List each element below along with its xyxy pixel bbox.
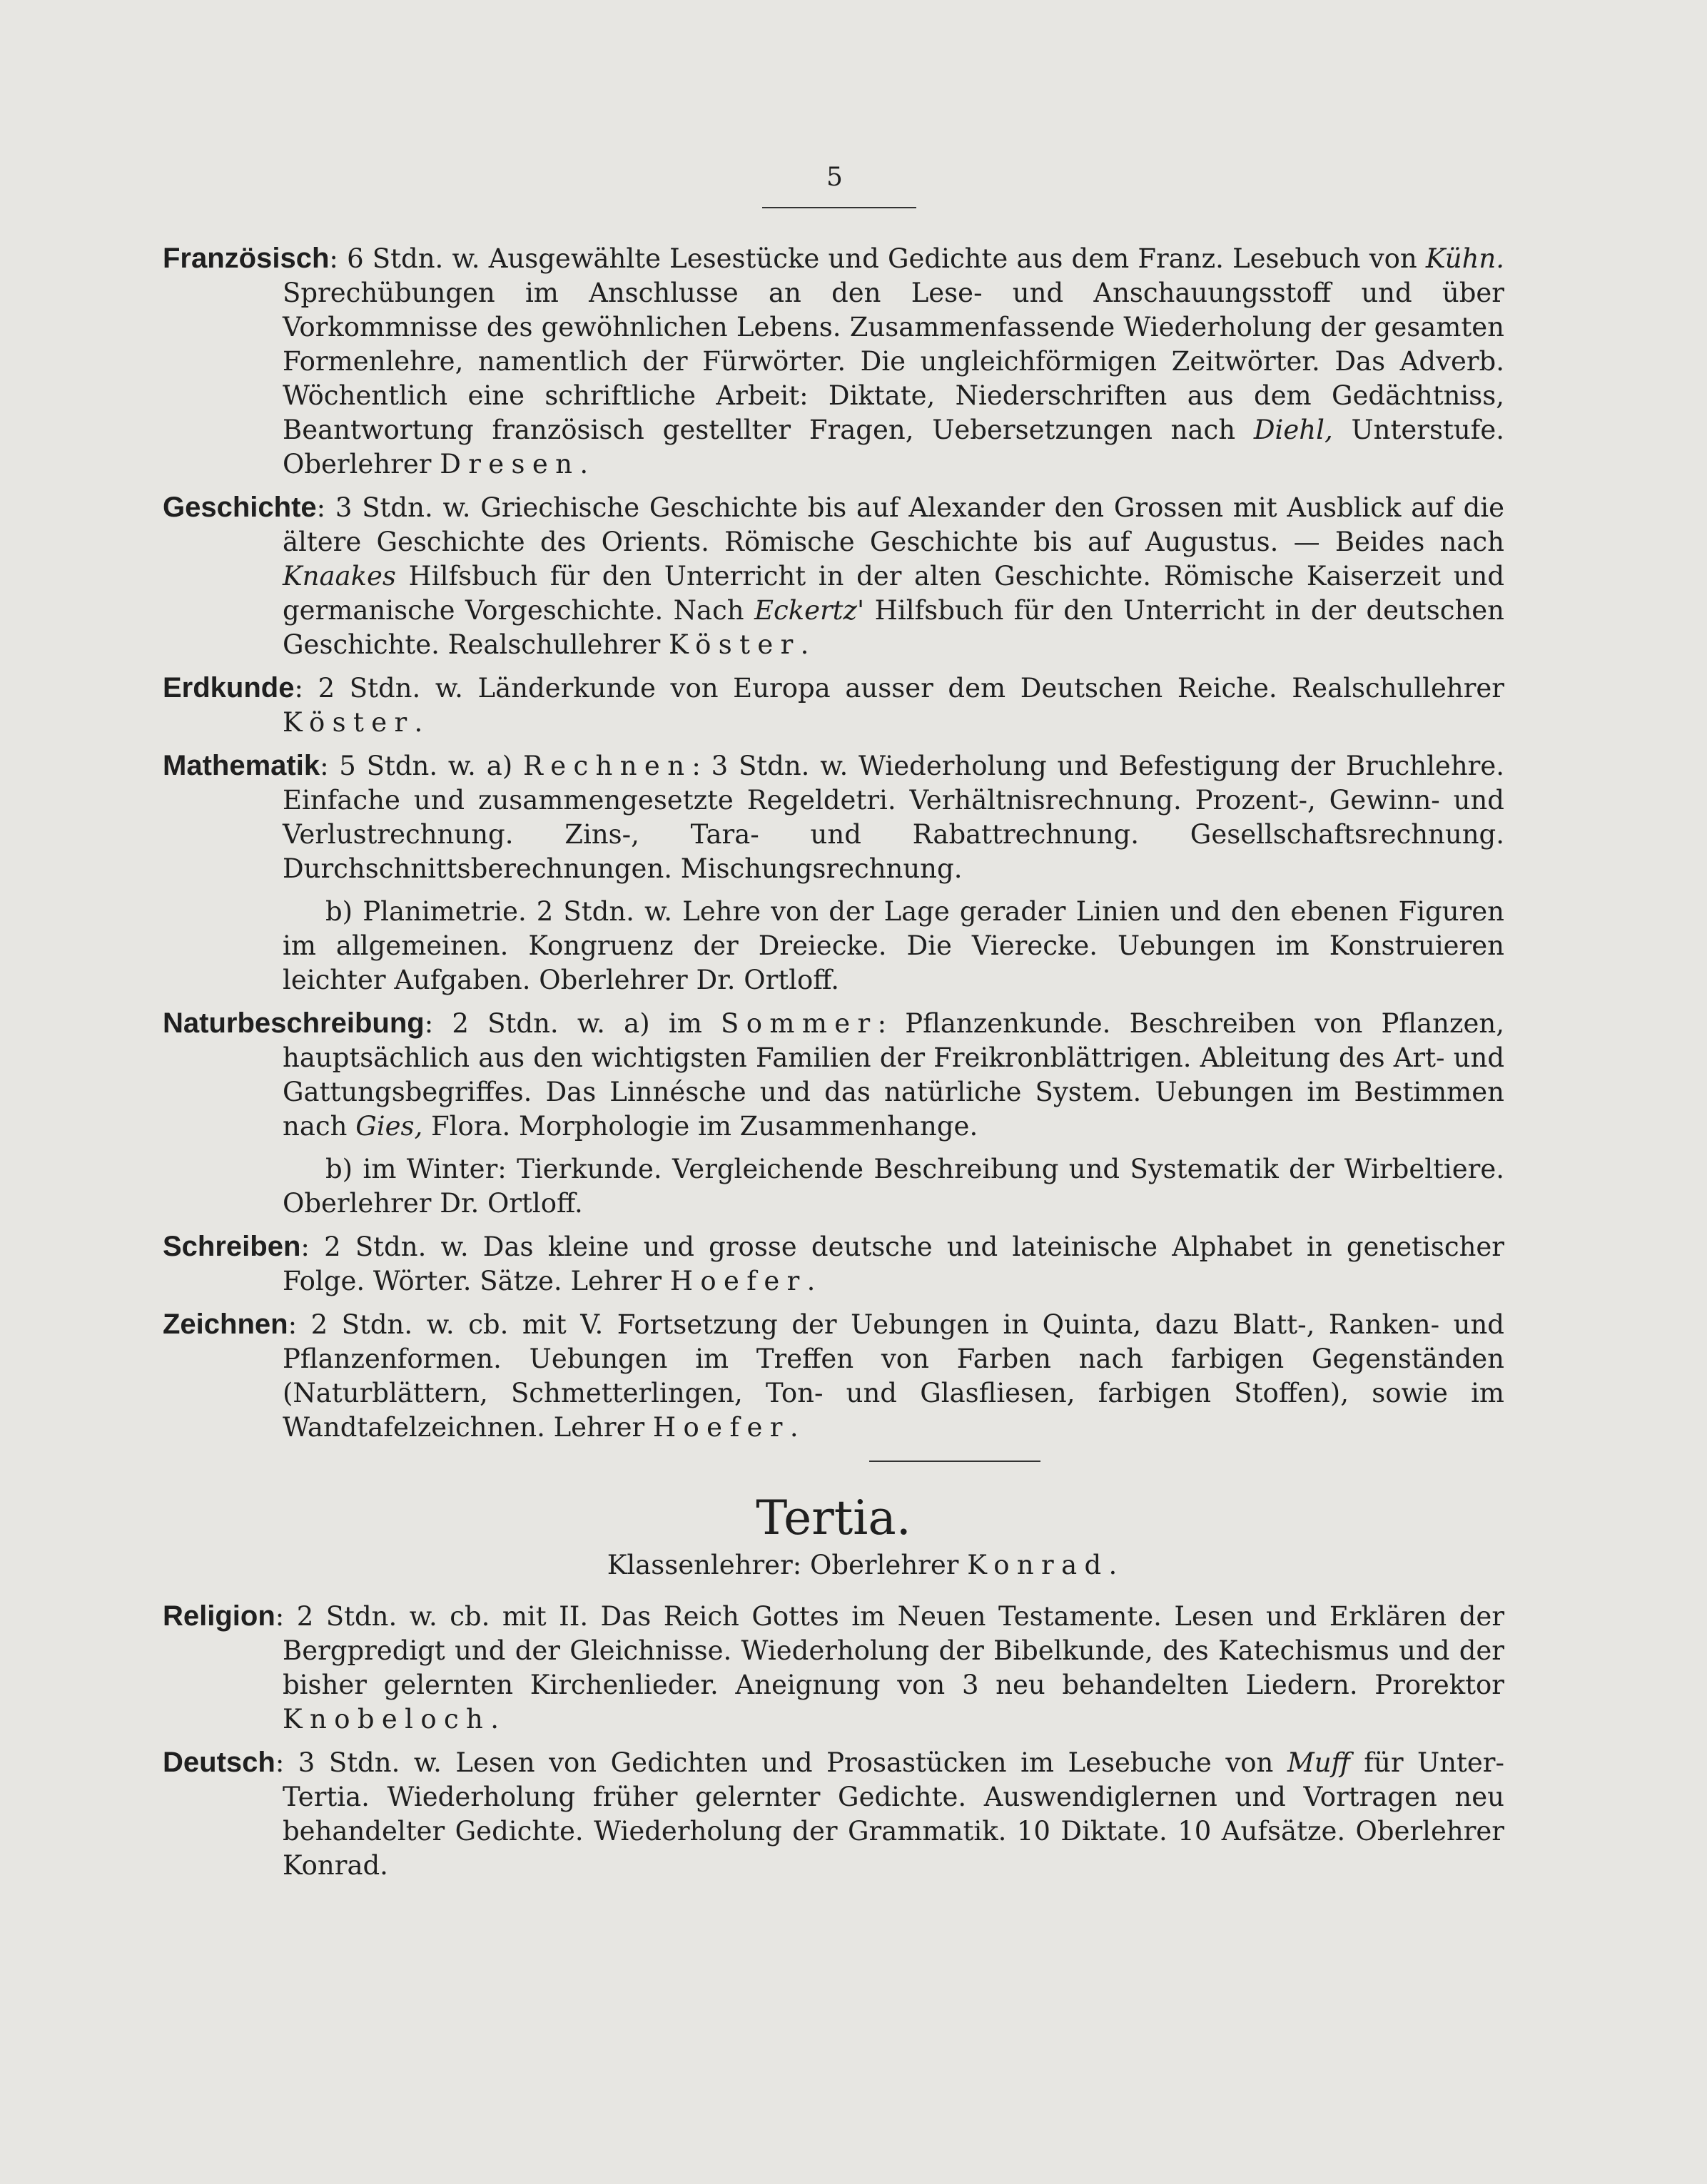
paragraph-schreiben [163, 1229, 1504, 1299]
naturbeschreibung-italic-run: Gies, [355, 1111, 423, 1142]
paragraph-erdkunde [163, 671, 1504, 740]
class-teacher-suffix: . [1108, 1550, 1118, 1580]
erdkunde-text-run: : 2 Stdn. w. Länderkunde von Europa ausser dem Deutschen Reiche. Realschullehrer [294, 673, 1504, 704]
curriculum-part-2 [163, 1599, 1504, 1883]
geschichte-text-run: Hilfsbuch für den Unterricht in der alten Geschichte. Römische Kaiserzeit und germanische Vorgeschichte. Nach [283, 561, 1504, 626]
franzosisch-italic-run: Diehl, [1253, 415, 1333, 445]
paragraph-naturbeschreibung [163, 1006, 1504, 1144]
geschichte-text-run: Hilfsbuch für den Unterricht in der deutschen Geschichte. Realschullehrer [283, 595, 1504, 660]
class-teacher-line [220, 1550, 1504, 1580]
section-rule [869, 1461, 1040, 1462]
zeichnen-text-run: : 2 Stdn. w. cb. mit V. Fortsetzung der Uebungen in Quinta, dazu Blatt-, Ranken- und Pflanzenformen. Uebungen im Treffen von Farben nach farbigen Gegenständen (Naturblättern, Schmetterlingen, Ton- und Glasfliesen, farbigen Stoffen), sowie im Wandtafelzeichnen. Lehrer [283, 1309, 1504, 1443]
naturbeschreibung-sub-text-run: . [574, 1188, 583, 1219]
mathematik-text-run: : 5 Stdn. w. a) [320, 751, 523, 781]
page-number: 5 [826, 163, 843, 192]
geschichte-text-run: : 3 Stdn. w. Griechische Geschichte bis auf Alexander den Grossen mit Ausblick auf die ältere Geschichte des Orients. Römische Geschichte bis auf Augustus. — Beides nach [283, 492, 1504, 557]
mathematik-spaced-name: Rechnen [523, 751, 692, 781]
schreiben-text-run: : 2 Stdn. w. Das kleine und grosse deutsche und lateinische Alphabet in genetischer Folge. Wörter. Sätze. Lehrer [283, 1231, 1504, 1296]
geschichte-italic-run: Knaakes [283, 561, 396, 591]
zeichnen-text-run: . [789, 1412, 799, 1443]
subject-heading-zeichnen: Zeichnen [163, 1309, 288, 1340]
paragraph-deutsch [163, 1745, 1504, 1883]
naturbeschreibung-sub-text-run: : Tierkunde. Vergleichende Beschreibung und Systematik der Wirbeltiere. Oberlehrer Dr. [283, 1154, 1504, 1219]
paragraph-franzosisch [163, 241, 1504, 482]
franzosisch-italic-run: Kühn. [1425, 243, 1504, 274]
mathematik-sub-spaced-name: Ortloff [744, 965, 831, 995]
subject-heading-franzosisch: Französisch [163, 243, 330, 274]
class-teacher-name: Konrad [967, 1550, 1109, 1580]
subject-heading-naturbeschreibung: Naturbeschreibung [163, 1007, 425, 1039]
paragraph-geschichte [163, 490, 1504, 662]
franzosisch-text-run: . [579, 449, 589, 479]
schreiben-text-run: . [806, 1266, 816, 1296]
naturbeschreibung-spaced-name: Sommer [721, 1008, 878, 1039]
subject-heading-deutsch: Deutsch [163, 1747, 275, 1778]
geschichte-italic-run: Eckertz' [754, 595, 865, 626]
geschichte-spaced-name: Köster [669, 629, 801, 660]
geschichte-text-run: . [800, 629, 809, 660]
header-rule [762, 207, 916, 208]
mathematik-text-run: : 3 Stdn. w. Wiederholung und Befestigung der Bruchlehre. Einfache und zusammengesetzte Regeldetri. Verhältnisrechnung. Prozent-, Gewinn- und Verlustrechnung. Zins-, Tara- und Rabattrechnung. Gesellschaftsrechnung. Durchschnittsberechnungen. Mischungsrechnung. [283, 751, 1504, 884]
curriculum-part-1 [163, 241, 1504, 1445]
erdkunde-text-run: . [414, 707, 423, 738]
naturbeschreibung-sub-spaced-name: Ortloff [487, 1188, 574, 1219]
subject-heading-geschichte: Geschichte [163, 492, 317, 523]
deutsch-text-run: für Unter-Tertia. Wiederholung früher gelernter Gedichte. Auswendiglernen und Vortragen neu behandelter Gedichte. Wiederholung der Grammatik. 10 Diktate. 10 Aufsätze. Oberlehrer Konrad. [283, 1747, 1504, 1881]
mathematik-sub-text-run: b) [325, 896, 363, 927]
mathematik-sub-spaced-name: Planimetrie [363, 896, 518, 927]
paragraph-religion [163, 1599, 1504, 1737]
religion-text-run: . [490, 1704, 499, 1734]
erdkunde-spaced-name: Köster [283, 707, 415, 738]
paragraph-mathematik [163, 748, 1504, 886]
religion-text-run: : 2 Stdn. w. cb. mit II. Das Reich Gottes im Neuen Testamente. Lesen und Erklären der Bergpredigt und der Gleichnisse. Wiederholung der Bibelkunde, des Katechismus und der bisher gelernten Kirchenlieder. Aneignung von 3 neu behandelten Liedern. Prorektor [275, 1601, 1504, 1700]
naturbeschreibung-sub-spaced-name: Winter [406, 1154, 498, 1184]
class-teacher-prefix: Klassenlehrer: Oberlehrer [607, 1550, 968, 1580]
paragraph-zeichnen [163, 1307, 1504, 1445]
religion-spaced-name: Knobeloch [283, 1704, 491, 1734]
subject-heading-schreiben: Schreiben [163, 1231, 301, 1262]
naturbeschreibung-text-run: : Pflanzenkunde. Beschreiben von Pflanzen, hauptsächlich aus den wichtigsten Familien der Freikronblättrigen. Ableitung des Art- und Gattungsbegriffes. Das Linnésche und das natürliche System. Uebungen im Bestimmen nach [283, 1008, 1504, 1142]
naturbeschreibung-text-run: : 2 Stdn. w. a) im [424, 1008, 721, 1039]
subparagraph-naturbeschreibung [163, 1152, 1504, 1221]
franzosisch-text-run: : 6 Stdn. w. Ausgewählte Lesestücke und Gedichte aus dem Franz. Lesebuch von [329, 243, 1426, 274]
franzosisch-text-run: Sprechübungen im Anschlusse an den Lese- und Anschauungsstoff und über Vorkommnisse des gewöhnlichen Lebens. Zusammenfassende Wiederholung der gesamten Formenlehre, namentlich der Fürwörter. Die ungleichförmigen Zeitwörter. Das Adverb. Wöchentlich eine schriftliche Arbeit: Diktate, Niederschriften aus dem Gedächtniss, Beantwortung französisch gestellter Fragen, Uebersetzungen nach [283, 278, 1504, 445]
deutsch-text-run: : 3 Stdn. w. Lesen von Gedichten und Prosastücken im Lesebuche von [275, 1747, 1287, 1778]
subparagraph-mathematik [163, 895, 1504, 997]
subject-heading-religion: Religion [163, 1600, 275, 1632]
zeichnen-spaced-name: Hoefer [652, 1412, 790, 1443]
page-content [163, 241, 1504, 1891]
deutsch-italic-run: Muff [1287, 1747, 1350, 1778]
naturbeschreibung-text-run: Flora. Morphologie im Zusammenhange. [422, 1111, 978, 1142]
franzosisch-spaced-name: Dresen [440, 449, 580, 479]
subject-heading-mathematik: Mathematik [163, 750, 320, 781]
schreiben-spaced-name: Hoefer [669, 1266, 807, 1296]
naturbeschreibung-sub-text-run: b) im [325, 1154, 407, 1184]
mathematik-sub-text-run: . [831, 965, 839, 995]
section-title: Tertia. [756, 1490, 911, 1545]
mathematik-sub-text-run: . 2 Stdn. w. Lehre von der Lage gerader Linien und den ebenen Figuren im allgemeinen. Kongruenz der Dreiecke. Die Vierecke. Uebungen im Konstruieren leichter Aufgaben. Oberlehrer Dr. [283, 896, 1504, 995]
franzosisch-text-run: Unterstufe. Oberlehrer [283, 415, 1504, 479]
subject-heading-erdkunde: Erdkunde [163, 672, 295, 704]
